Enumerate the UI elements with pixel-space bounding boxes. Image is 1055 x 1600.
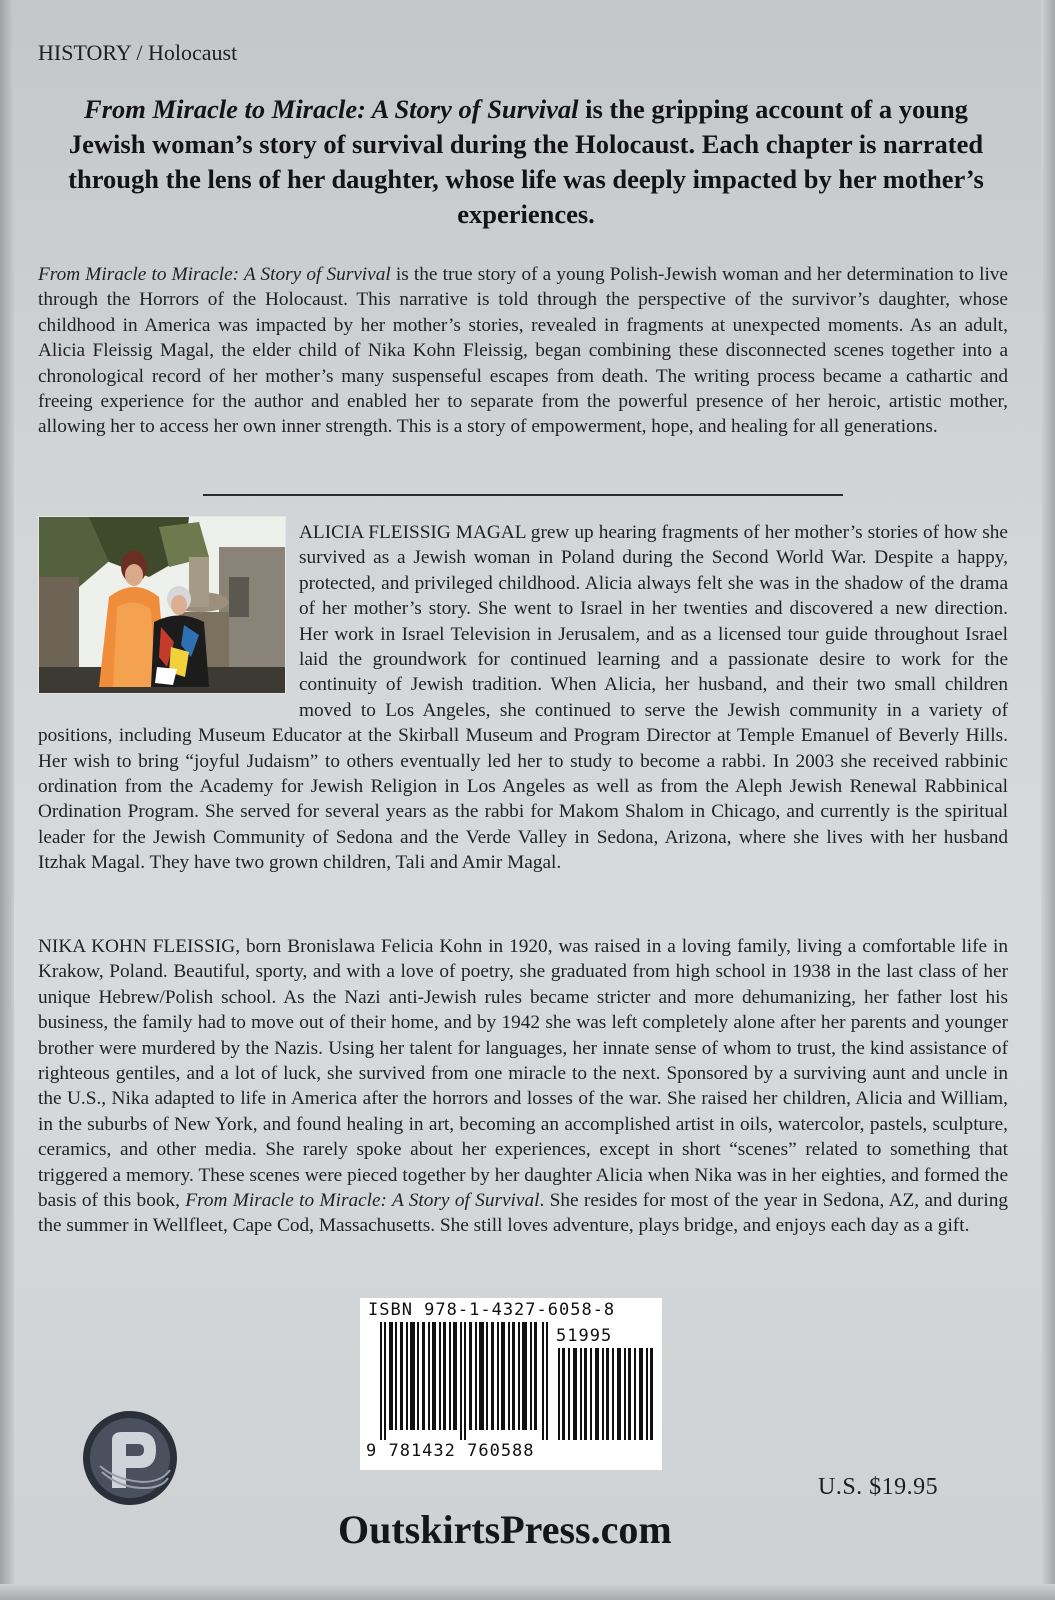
isbn-number: ISBN 978-1-4327-6058-8 bbox=[368, 1300, 616, 1320]
publisher-logo-icon bbox=[82, 1410, 178, 1506]
price-label: U.S. $19.95 bbox=[818, 1474, 939, 1500]
cover-edge-left bbox=[0, 0, 14, 1600]
ean-digits: 9 781432 760588 bbox=[366, 1441, 535, 1461]
barcode-bars-main bbox=[380, 1322, 550, 1440]
subject-bio-end: . She resides for most of the year in Sedona, AZ, and during the summer in Wellfleet, Cape Cod, Massachusetts. She still loves adventure, plays bridge, and enjoys each day as a gift. bbox=[38, 1190, 1008, 1237]
synopsis-paragraph bbox=[38, 262, 1008, 440]
author-bio-paragraph bbox=[38, 520, 1008, 876]
cover-edge-right bbox=[1041, 0, 1055, 1600]
subject-bio-book-title: From Miracle to Miracle: A Story of Survival bbox=[185, 1190, 540, 1212]
category-label: HISTORY / Holocaust bbox=[38, 40, 238, 65]
barcode-bars-addon bbox=[558, 1348, 654, 1440]
subject-bio-text: NIKA KOHN FLEISSIG, born Bronislawa Felicia Kohn in 1920, was raised in a loving family, living a comfortable life in Krakow, Poland. Beautiful, sporty, and with a love of poetry, she graduated from high school in 1938 in the last class of her unique Hebrew/Polish school. As the Nazi anti-Jewish rules became stricter and more dehumanizing, her father lost his business, the family had to move out of their home, and by 1942 she was left completely alone after her parents and younger brother were murdered by the Nazis. Using her talent for languages, her innate sense of whom to trust, the kind assistance of righteous gentiles, and a lot of luck, she survived from one miracle to the next. Sponsored by a surviving aunt and uncle in the U.S., Nika adapted to life in America after the horrors and losses of the war. She raised her children, Alicia and William, in the suburbs of New York, and found healing in art, becoming an accomplished artist in oils, watercolor, pastels, sculpture, ceramics, and other media. She rarely spoke about her experiences, except in short “scenes” related to something that triggered a memory. These scenes were pieced together by her daughter Alicia when Nika was in her eighties, and formed the basis of this book, bbox=[38, 936, 1008, 1212]
synopsis-text: is the true story of a young Polish-Jewish woman and her determination to live through the Horrors of the Holocaust. This narrative is told through the perspective of the survivor’s daughter, whose childhood in America was impacted by her mother’s stories, revealed in fragments at unexpected moments. As an adult, Alicia Fleissig Magal, the elder child of Nika Kohn Fleissig, began combining these disconnected scenes together into a chronological record of her mother’s many suspenseful escapes from death. The writing process became a cathartic and freeing experience for the author and enabled her to separate from the powerful presence of her heroic, artistic mother, allowing her to access her own inner strength. This is a story of empowerment, hope, and healing for all generations. bbox=[38, 264, 1008, 438]
subject-bio-paragraph bbox=[38, 934, 1008, 1239]
headline-text: is the gripping account of a young Jewish woman’s story of survival during the Holocaust. Each chapter is narrated through the lens of her daughter, whose life was deeply impacted by her mother’s experiences. bbox=[68, 94, 984, 229]
section-divider bbox=[203, 494, 843, 496]
synopsis-book-title: From Miracle to Miracle: A Story of Survival bbox=[38, 264, 391, 285]
headline-blurb bbox=[46, 92, 1006, 232]
barcode-price-code: 51995 bbox=[556, 1326, 613, 1346]
headline-book-title: From Miracle to Miracle: A Story of Survival bbox=[84, 94, 579, 124]
photo-wrap-spacer bbox=[38, 520, 299, 698]
cover-edge-bottom bbox=[0, 1584, 1055, 1600]
publisher-website: OutskirtsPress.com bbox=[338, 1507, 672, 1552]
author-bio-text: ALICIA FLEISSIG MAGAL grew up hearing fragments of her mother’s stories of how she survived as a Jewish woman in Poland during the Second World War. Despite a happy, protected, and privileged childhood. Alicia always felt she was in the shadow of the drama of her mother’s story. She went to Israel in her twenties and discovered a new direction. Her work in Israel Television in Jerusalem, and as a licensed tour guide throughout Israel laid the groundwork for continued learning and a passionate desire to work for the continuity of Jewish tradition. When Alicia, her husband, and their two small children moved to Los Angeles, she continued to serve the Jewish community in a variety of positions, including Museum Educator at the Skirball Museum and Program Director at Temple Emanuel of Beverly Hills. Her wish to bring “joyful Judaism” to others eventually led her to study to become a rabbi. In 2003 she received rabbinic ordination from the Academy for Jewish Religion in Los Angeles as well as from the Aleph Jewish Renewal Rabbinical Ordination Program. She served for several years as the rabbi for Makom Shalom in Chicago, and currently is the spiritual leader for the Jewish Community of Sedona and the Verde Valley in Sedona, Arizona, where she lives with her husband Itzhak Magal. They have two grown children, Tali and Amir Magal. bbox=[38, 522, 1008, 874]
isbn-barcode bbox=[360, 1298, 662, 1470]
